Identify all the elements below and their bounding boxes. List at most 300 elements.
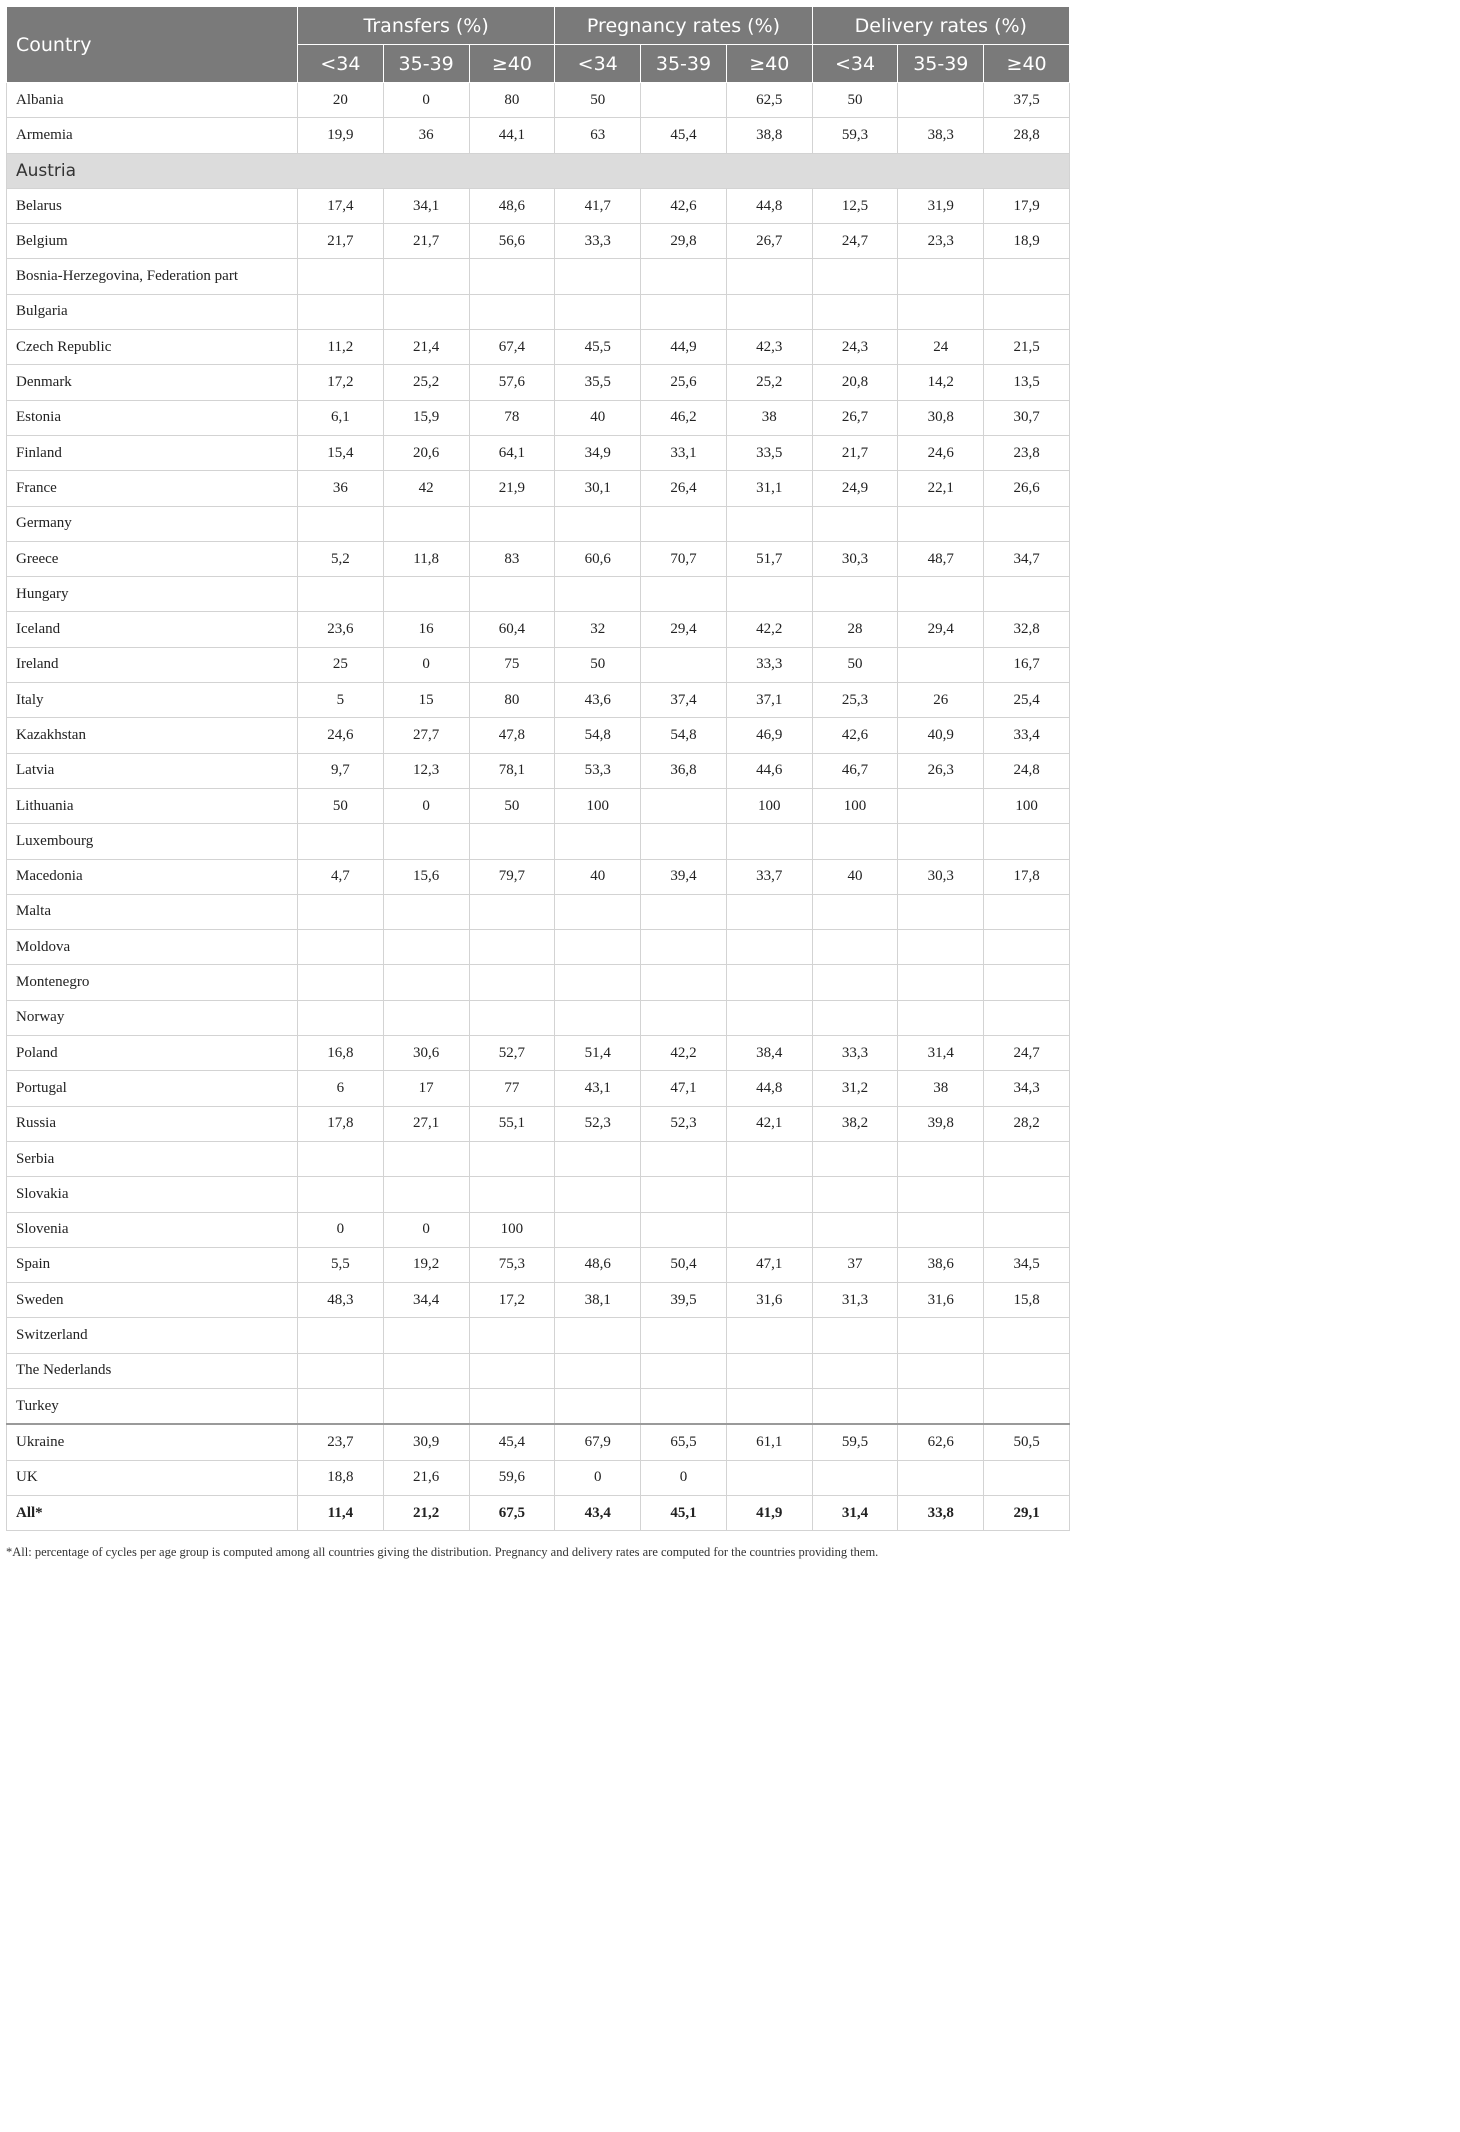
table-row [7,400,1070,435]
country-cell: Bosnia-Herzegovina, Federation part [7,259,298,294]
value-cell: 25,2 [383,365,469,400]
value-cell [469,894,555,929]
value-cell [383,506,469,541]
value-cell: 25,4 [984,683,1070,718]
value-cell: 51,7 [726,541,812,576]
table-row [7,330,1070,365]
value-cell: 47,1 [641,1071,727,1106]
value-cell: 60,6 [555,541,641,576]
value-cell [898,1460,984,1495]
country-cell: Luxembourg [7,824,298,859]
value-cell: 9,7 [298,753,384,788]
value-cell: 83 [469,541,555,576]
value-cell [641,788,727,823]
value-cell [984,1141,1070,1176]
value-cell: 24 [898,330,984,365]
country-cell: Armemia [7,118,298,153]
country-cell: Hungary [7,577,298,612]
table-row [7,1177,1070,1212]
value-cell [555,824,641,859]
table-row [7,1036,1070,1071]
value-cell: 44,8 [726,1071,812,1106]
table-row [7,894,1070,929]
table-row [7,824,1070,859]
value-cell [298,894,384,929]
value-cell [641,1318,727,1353]
value-cell: 30,3 [812,541,898,576]
value-cell: 32 [555,612,641,647]
country-cell: Slovenia [7,1212,298,1247]
country-cell: The Nederlands [7,1353,298,1388]
value-cell [641,824,727,859]
value-cell [984,965,1070,1000]
value-cell: 75,3 [469,1247,555,1282]
value-cell: 34,4 [383,1283,469,1318]
value-cell: 30,7 [984,400,1070,435]
value-cell [298,1318,384,1353]
value-cell: 11,4 [298,1495,384,1530]
value-cell: 30,9 [383,1424,469,1460]
value-cell: 42,3 [726,330,812,365]
value-cell [469,1141,555,1176]
table-row [7,1000,1070,1035]
value-cell: 24,6 [898,435,984,470]
value-cell: 40 [812,859,898,894]
value-cell [898,1318,984,1353]
value-cell: 75 [469,647,555,682]
value-cell: 29,4 [641,612,727,647]
value-cell: 38,4 [726,1036,812,1071]
value-cell: 31,6 [726,1283,812,1318]
section-label: Austria [7,153,1070,188]
value-cell: 5,5 [298,1247,384,1282]
value-cell: 46,9 [726,718,812,753]
value-cell: 6,1 [298,400,384,435]
value-cell [641,1388,727,1424]
value-cell [641,1212,727,1247]
value-cell: 31,2 [812,1071,898,1106]
value-cell [898,1000,984,1035]
value-cell [812,259,898,294]
value-cell: 46,2 [641,400,727,435]
value-cell [298,1141,384,1176]
value-cell: 39,5 [641,1283,727,1318]
value-cell: 56,6 [469,224,555,259]
value-cell: 15 [383,683,469,718]
value-cell: 23,6 [298,612,384,647]
value-cell: 26,6 [984,471,1070,506]
table-row [7,788,1070,823]
value-cell: 21,6 [383,1460,469,1495]
value-cell: 33,8 [898,1495,984,1530]
country-cell: Poland [7,1036,298,1071]
value-cell [383,965,469,1000]
value-cell: 45,4 [469,1424,555,1460]
value-cell: 32,8 [984,612,1070,647]
value-cell [555,1141,641,1176]
value-cell [383,1000,469,1035]
value-cell: 19,2 [383,1247,469,1282]
value-cell [298,1177,384,1212]
value-cell: 11,8 [383,541,469,576]
value-cell: 34,7 [984,541,1070,576]
value-cell: 0 [298,1212,384,1247]
value-cell: 26,7 [812,400,898,435]
country-cell: Turkey [7,1388,298,1424]
value-cell: 24,9 [812,471,898,506]
header-group-row [7,7,1070,45]
value-cell [812,1212,898,1247]
country-cell: Iceland [7,612,298,647]
value-cell [898,824,984,859]
value-cell [298,1353,384,1388]
value-cell: 17,9 [984,188,1070,223]
value-cell [812,965,898,1000]
value-cell: 29,1 [984,1495,1070,1530]
value-cell [812,824,898,859]
value-cell [984,894,1070,929]
value-cell: 30,6 [383,1036,469,1071]
value-cell [812,1353,898,1388]
value-cell: 21,4 [383,330,469,365]
value-cell: 65,5 [641,1424,727,1460]
country-cell: Norway [7,1000,298,1035]
value-cell: 37 [812,1247,898,1282]
age-subheader: <34 [812,45,898,83]
value-cell: 33,3 [812,1036,898,1071]
value-cell: 31,4 [812,1495,898,1530]
value-cell: 30,8 [898,400,984,435]
value-cell: 21,2 [383,1495,469,1530]
age-subheader: 35-39 [898,45,984,83]
table-row [7,1283,1070,1318]
value-cell: 20,6 [383,435,469,470]
value-cell: 77 [469,1071,555,1106]
value-cell [812,577,898,612]
country-cell: All* [7,1495,298,1530]
value-cell [984,259,1070,294]
value-cell: 67,5 [469,1495,555,1530]
table-body [7,83,1070,1531]
value-cell [726,1460,812,1495]
value-cell: 15,6 [383,859,469,894]
value-cell [726,930,812,965]
table-row [7,683,1070,718]
delivery-group-header: Delivery rates (%) [812,7,1069,45]
age-subheader: <34 [298,45,384,83]
age-subheader: 35-39 [641,45,727,83]
value-cell: 47,1 [726,1247,812,1282]
value-cell: 33,4 [984,718,1070,753]
value-cell: 22,1 [898,471,984,506]
value-cell: 24,7 [984,1036,1070,1071]
value-cell [726,1177,812,1212]
table-row [7,118,1070,153]
country-cell: Ukraine [7,1424,298,1460]
table-row [7,541,1070,576]
value-cell: 40,9 [898,718,984,753]
value-cell [383,1141,469,1176]
value-cell: 100 [555,788,641,823]
value-cell: 29,4 [898,612,984,647]
value-cell: 38,1 [555,1283,641,1318]
value-cell: 18,9 [984,224,1070,259]
value-cell [641,294,727,329]
value-cell: 27,1 [383,1106,469,1141]
value-cell [298,294,384,329]
value-cell: 80 [469,83,555,118]
value-cell: 27,7 [383,718,469,753]
value-cell: 35,5 [555,365,641,400]
country-cell: Belgium [7,224,298,259]
value-cell: 24,7 [812,224,898,259]
table-row [7,1071,1070,1106]
table-row [7,965,1070,1000]
value-cell: 0 [383,1212,469,1247]
value-cell: 48,7 [898,541,984,576]
value-cell: 50 [469,788,555,823]
value-cell: 55,1 [469,1106,555,1141]
value-cell [984,506,1070,541]
value-cell: 28,8 [984,118,1070,153]
country-cell: Montenegro [7,965,298,1000]
value-cell: 50 [812,83,898,118]
data-table [6,6,1070,1531]
value-cell [984,1388,1070,1424]
value-cell: 52,3 [641,1106,727,1141]
value-cell [383,824,469,859]
value-cell: 34,1 [383,188,469,223]
value-cell: 0 [383,647,469,682]
value-cell [555,294,641,329]
value-cell [898,930,984,965]
country-cell: Moldova [7,930,298,965]
value-cell [298,506,384,541]
value-cell [641,577,727,612]
value-cell [641,647,727,682]
value-cell: 38,2 [812,1106,898,1141]
value-cell: 21,7 [298,224,384,259]
section-row [7,153,1070,188]
value-cell: 36 [383,118,469,153]
age-subheader: <34 [555,45,641,83]
value-cell: 11,2 [298,330,384,365]
value-cell: 17,8 [298,1106,384,1141]
value-cell: 33,3 [555,224,641,259]
value-cell [383,1388,469,1424]
table-row [7,577,1070,612]
value-cell: 28 [812,612,898,647]
table-row [7,365,1070,400]
table-row [7,1247,1070,1282]
value-cell: 17,2 [469,1283,555,1318]
country-cell: Macedonia [7,859,298,894]
value-cell: 59,3 [812,118,898,153]
value-cell: 20 [298,83,384,118]
value-cell [812,1000,898,1035]
value-cell: 42,6 [812,718,898,753]
value-cell [898,577,984,612]
value-cell [469,1000,555,1035]
value-cell: 38 [898,1071,984,1106]
value-cell: 43,1 [555,1071,641,1106]
value-cell: 67,9 [555,1424,641,1460]
value-cell: 0 [383,83,469,118]
value-cell [726,1141,812,1176]
country-cell: Latvia [7,753,298,788]
value-cell: 17,8 [984,859,1070,894]
country-cell: UK [7,1460,298,1495]
value-cell [641,930,727,965]
age-subheader: 35-39 [383,45,469,83]
value-cell: 31,9 [898,188,984,223]
value-cell: 100 [726,788,812,823]
table-row [7,1460,1070,1495]
value-cell [984,1460,1070,1495]
country-cell: Sweden [7,1283,298,1318]
value-cell [898,506,984,541]
value-cell: 15,9 [383,400,469,435]
value-cell [898,294,984,329]
country-cell: Bulgaria [7,294,298,329]
value-cell: 48,6 [555,1247,641,1282]
value-cell: 43,6 [555,683,641,718]
value-cell [298,577,384,612]
value-cell: 38,3 [898,118,984,153]
value-cell [469,824,555,859]
value-cell [469,1353,555,1388]
value-cell: 23,3 [898,224,984,259]
value-cell: 24,3 [812,330,898,365]
table-row [7,753,1070,788]
value-cell [555,1388,641,1424]
country-cell: Serbia [7,1141,298,1176]
value-cell: 44,1 [469,118,555,153]
value-cell [641,965,727,1000]
value-cell: 62,6 [898,1424,984,1460]
value-cell [726,1318,812,1353]
value-cell [812,930,898,965]
value-cell [898,1177,984,1212]
value-cell [726,894,812,929]
value-cell [555,506,641,541]
value-cell: 43,4 [555,1495,641,1530]
value-cell: 54,8 [555,718,641,753]
value-cell: 28,2 [984,1106,1070,1141]
value-cell: 42,1 [726,1106,812,1141]
value-cell: 59,5 [812,1424,898,1460]
value-cell [898,1353,984,1388]
table-row [7,718,1070,753]
value-cell [298,259,384,294]
value-cell [898,647,984,682]
value-cell: 25,6 [641,365,727,400]
value-cell: 50 [298,788,384,823]
value-cell [298,965,384,1000]
value-cell [898,259,984,294]
value-cell [298,930,384,965]
age-subheader: ≥40 [469,45,555,83]
value-cell: 100 [984,788,1070,823]
country-cell: Portugal [7,1071,298,1106]
value-cell [641,1177,727,1212]
table-row [7,1388,1070,1424]
value-cell: 39,4 [641,859,727,894]
value-cell [812,1141,898,1176]
value-cell: 16,7 [984,647,1070,682]
country-cell: France [7,471,298,506]
value-cell [641,1353,727,1388]
value-cell: 80 [469,683,555,718]
value-cell [469,930,555,965]
table-row [7,506,1070,541]
value-cell [383,1177,469,1212]
value-cell: 37,1 [726,683,812,718]
value-cell: 78 [469,400,555,435]
value-cell [812,506,898,541]
pregnancy-group-header: Pregnancy rates (%) [555,7,812,45]
value-cell: 25,3 [812,683,898,718]
value-cell: 50 [555,647,641,682]
value-cell [812,294,898,329]
country-cell: Lithuania [7,788,298,823]
value-cell [984,824,1070,859]
value-cell: 40 [555,859,641,894]
value-cell: 36 [298,471,384,506]
country-cell: Albania [7,83,298,118]
value-cell: 23,7 [298,1424,384,1460]
value-cell: 42,6 [641,188,727,223]
value-cell [726,259,812,294]
table-row [7,647,1070,682]
value-cell: 21,5 [984,330,1070,365]
country-cell: Malta [7,894,298,929]
value-cell: 50 [812,647,898,682]
value-cell [726,1388,812,1424]
value-cell [984,930,1070,965]
table-row [7,1353,1070,1388]
value-cell: 0 [383,788,469,823]
table-header [7,7,1070,83]
value-cell: 16,8 [298,1036,384,1071]
country-cell: Greece [7,541,298,576]
value-cell: 39,8 [898,1106,984,1141]
value-cell: 21,7 [383,224,469,259]
value-cell [555,894,641,929]
table-row [7,612,1070,647]
value-cell: 30,3 [898,859,984,894]
value-cell [298,1000,384,1035]
value-cell: 38,8 [726,118,812,153]
value-cell: 29,8 [641,224,727,259]
value-cell [726,577,812,612]
age-subheader: ≥40 [726,45,812,83]
value-cell: 45,4 [641,118,727,153]
value-cell: 15,4 [298,435,384,470]
value-cell [726,1212,812,1247]
table-row [7,930,1070,965]
value-cell: 25 [298,647,384,682]
value-cell: 12,3 [383,753,469,788]
value-cell [469,294,555,329]
value-cell [898,788,984,823]
value-cell [898,83,984,118]
value-cell: 50,4 [641,1247,727,1282]
value-cell [383,930,469,965]
value-cell: 42,2 [726,612,812,647]
value-cell: 17,4 [298,188,384,223]
table-row [7,259,1070,294]
